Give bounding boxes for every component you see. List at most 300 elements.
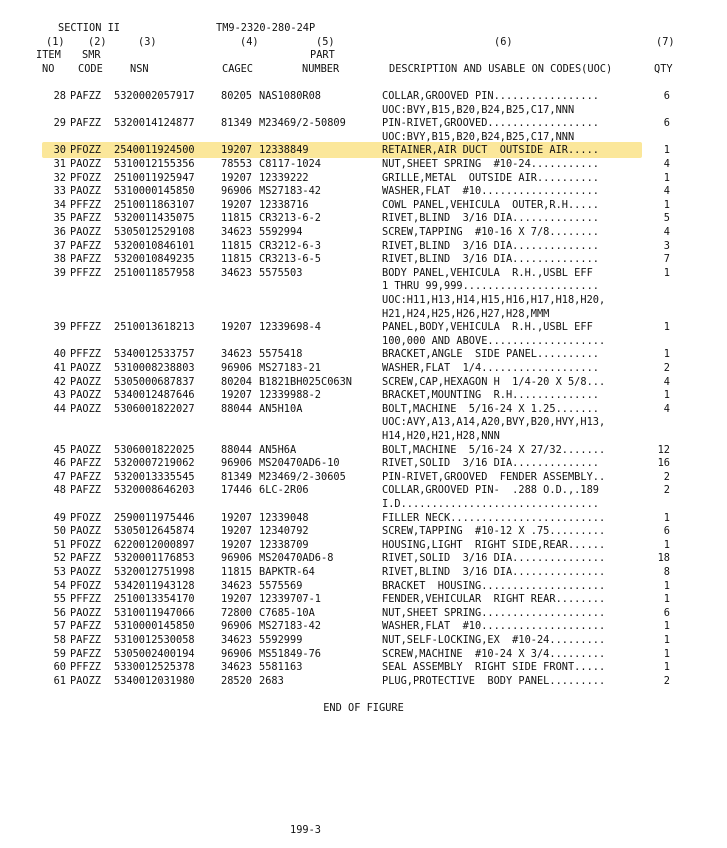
qty: 1 <box>663 620 670 633</box>
smr-code: PAOZZ <box>70 443 101 456</box>
cagec: 34623 <box>221 661 252 674</box>
table-row <box>0 362 727 376</box>
smr-code: PAFZZ <box>70 457 101 470</box>
table-row <box>0 172 727 186</box>
qty: 12 <box>657 443 670 456</box>
part-number: 5592994 <box>259 226 303 238</box>
table-row <box>0 661 727 675</box>
part-number: AN5H6A <box>259 443 297 456</box>
item-no: 48 <box>53 484 66 497</box>
table-row <box>0 593 727 607</box>
table-row <box>0 212 727 226</box>
qty: 6 <box>663 90 670 102</box>
tm-number: TM9-2320-280-24P <box>216 22 316 34</box>
item-no: 59 <box>53 647 66 660</box>
description: RIVET,SOLID 3/16 DIA.............. <box>382 457 599 470</box>
qty: 1 <box>663 579 670 592</box>
table-row <box>0 484 727 498</box>
item-no: 53 <box>53 566 66 578</box>
part-number: 6LC-2R06 <box>259 484 309 497</box>
description: SCREW,CAP,HEXAGON H 1/4-20 X 5/8... <box>382 375 606 388</box>
col-num-1: (1) <box>46 36 65 48</box>
item-no: 40 <box>53 348 66 361</box>
smr-code: PFOZZ <box>70 171 101 184</box>
part-number: MS20470AD6-8 <box>259 552 334 565</box>
description: RETAINER,AIR DUCT OUTSIDE AIR..... <box>382 144 599 157</box>
section-label: SECTION II <box>58 22 120 34</box>
part-number: 5592999 <box>259 634 303 646</box>
description: FILLER NECK......................... <box>382 511 606 524</box>
item-no: 43 <box>53 389 66 402</box>
smr-code: PFFZZ <box>70 593 101 606</box>
table-row <box>0 525 727 539</box>
part-number: CR3213-6-5 <box>259 253 321 266</box>
qty: 2 <box>663 484 670 497</box>
table-row <box>0 376 727 390</box>
description-continuation: UOC:BVY,B15,B20,B24,B25,C17,NNN <box>382 103 575 116</box>
nsn: 5320001176853 <box>114 552 195 565</box>
item-no: 44 <box>53 402 66 415</box>
nsn: 5342011943128 <box>114 579 195 592</box>
nsn: 5310012155356 <box>114 158 195 170</box>
description-continuation: UOC:BVY,B15,B20,B24,B25,C17,NNN <box>382 130 575 143</box>
col-num-3: (3) <box>138 36 157 48</box>
table-row <box>0 457 727 471</box>
smr-code: PAFZZ <box>70 552 101 565</box>
description-continuation: 100,000 AND ABOVE................... <box>382 334 606 347</box>
cagec: 96906 <box>221 457 252 470</box>
table-row <box>0 539 727 553</box>
part-number: AN5H10A <box>259 402 303 415</box>
nsn: 5340012487646 <box>114 389 195 402</box>
description: BODY PANEL,VEHICULA R.H.,USBL EFF <box>382 266 593 279</box>
cagec: 34623 <box>221 348 252 361</box>
qty: 1 <box>663 593 670 606</box>
smr-code: PAOZZ <box>70 185 101 198</box>
description: RIVET,BLIND 3/16 DIA.............. <box>382 253 599 266</box>
smr-code: PFOZZ <box>70 144 101 157</box>
qty: 18 <box>657 552 670 565</box>
part-number: CR3212-6-3 <box>259 239 321 252</box>
table-row <box>0 267 727 281</box>
smr-code: PAFZZ <box>70 647 101 660</box>
table-row <box>0 648 727 662</box>
nsn: 5330012525378 <box>114 661 195 674</box>
table-row <box>0 240 727 254</box>
description: RIVET,BLIND 3/16 DIA............... <box>382 566 606 578</box>
cagec: 88044 <box>221 443 252 456</box>
smr-code: PFFZZ <box>70 321 101 334</box>
item-no: 56 <box>53 606 66 619</box>
description: WASHER,FLAT 1/4................... <box>382 362 599 374</box>
smr-code: PAFZZ <box>70 117 101 130</box>
part-number: MS27183-42 <box>259 620 321 633</box>
nsn: 5320011435075 <box>114 212 195 225</box>
smr-code: PFFZZ <box>70 198 101 211</box>
description: RIVET,BLIND 3/16 DIA.............. <box>382 212 599 225</box>
part-number: 12339048 <box>259 511 309 524</box>
col-num-2: (2) <box>88 36 107 48</box>
nsn: 2510011857958 <box>114 266 195 279</box>
table-row <box>0 403 727 417</box>
nsn: 2510013354170 <box>114 593 195 606</box>
description: SCREW,TAPPING #10-16 X 7/8........ <box>382 226 599 238</box>
part-number: 12338849 <box>259 144 309 157</box>
table-row <box>0 634 727 648</box>
cagec: 19207 <box>221 538 252 551</box>
description: NUT,SELF-LOCKING,EX #10-24......... <box>382 634 606 646</box>
nsn: 5306001822025 <box>114 443 195 456</box>
item-no: 41 <box>53 362 66 374</box>
cagec: 96906 <box>221 362 252 374</box>
smr-code: PAOZZ <box>70 375 101 388</box>
item-no: 34 <box>53 198 66 211</box>
table-row <box>0 620 727 634</box>
part-number: MS51849-76 <box>259 647 321 660</box>
qty: 1 <box>663 538 670 551</box>
smr-code: PAOZZ <box>70 226 101 238</box>
description: PLUG,PROTECTIVE BODY PANEL......... <box>382 674 606 687</box>
smr-code: PFOZZ <box>70 538 101 551</box>
nsn: 5340012533757 <box>114 348 195 361</box>
cagec: 96906 <box>221 620 252 633</box>
cagec: 11815 <box>221 253 252 266</box>
nsn: 5310012530058 <box>114 634 195 646</box>
item-no: 37 <box>53 239 66 252</box>
smr-code: PAFZZ <box>70 634 101 646</box>
qty: 1 <box>663 321 670 334</box>
smr-code: PAFZZ <box>70 212 101 225</box>
item-no: 50 <box>53 525 66 538</box>
item-no: 47 <box>53 470 66 483</box>
table-row <box>0 144 727 158</box>
qty: 1 <box>663 198 670 211</box>
nsn: 5320014124877 <box>114 117 195 130</box>
cagec: 81349 <box>221 470 252 483</box>
item-no: 33 <box>53 185 66 198</box>
cagec: 88044 <box>221 402 252 415</box>
part-number: C8117-1024 <box>259 158 321 170</box>
qty: 4 <box>663 402 670 415</box>
qty: 1 <box>663 647 670 660</box>
part-number: 5575418 <box>259 348 303 361</box>
description: COWL PANEL,VEHICULA OUTER,R.H..... <box>382 198 599 211</box>
smr-code: PAFZZ <box>70 90 101 102</box>
description: PANEL,BODY,VEHICULA R.H.,USBL EFF <box>382 321 593 334</box>
col-head-number: NUMBER <box>302 63 340 75</box>
part-number: NAS1080R08 <box>259 90 321 102</box>
description: BRACKET HOUSING.................... <box>382 579 606 592</box>
description: SCREW,MACHINE #10-24 X 3/4......... <box>382 647 606 660</box>
item-no: 51 <box>53 538 66 551</box>
qty: 2 <box>663 362 670 374</box>
table-row <box>0 552 727 566</box>
cagec: 34623 <box>221 579 252 592</box>
item-no: 61 <box>53 674 66 687</box>
col-head-description: DESCRIPTION AND USABLE ON CODES(UOC) <box>389 63 613 75</box>
qty: 2 <box>663 674 670 687</box>
nsn: 5305012645874 <box>114 525 195 538</box>
part-number: MS20470AD6-10 <box>259 457 340 470</box>
table-row <box>0 185 727 199</box>
cagec: 19207 <box>221 389 252 402</box>
cagec: 96906 <box>221 552 252 565</box>
nsn: 2540011924500 <box>114 144 195 157</box>
description: FENDER,VEHICULAR RIGHT REAR........ <box>382 593 606 606</box>
smr-code: PAOZZ <box>70 362 101 374</box>
cagec: 19207 <box>221 525 252 538</box>
item-no: 30 <box>53 144 66 157</box>
part-number: B1821BH025C063N <box>259 375 352 388</box>
description: SEAL ASSEMBLY RIGHT SIDE FRONT..... <box>382 661 606 674</box>
smr-code: PAFZZ <box>70 620 101 633</box>
cagec: 34623 <box>221 226 252 238</box>
smr-code: PFFZZ <box>70 348 101 361</box>
cagec: 80205 <box>221 90 252 102</box>
item-no: 60 <box>53 661 66 674</box>
description: PIN-RIVET,GROOVED FENDER ASSEMBLY.. <box>382 470 606 483</box>
part-number: MS27183-21 <box>259 362 321 374</box>
col-num-4: (4) <box>240 36 259 48</box>
part-number: 12339222 <box>259 171 309 184</box>
smr-code: PAOZZ <box>70 158 101 170</box>
cagec: 19207 <box>221 198 252 211</box>
table-row <box>0 117 727 131</box>
item-no: 52 <box>53 552 66 565</box>
qty: 6 <box>663 606 670 619</box>
description: RIVET,SOLID 3/16 DIA............... <box>382 552 606 565</box>
smr-code: PFFZZ <box>70 661 101 674</box>
qty: 16 <box>657 457 670 470</box>
smr-code: PAOZZ <box>70 566 101 578</box>
table-row <box>0 471 727 485</box>
table-row <box>0 389 727 403</box>
smr-code: PAFZZ <box>70 239 101 252</box>
col-head-no: NO <box>42 63 55 75</box>
smr-code: PAOZZ <box>70 606 101 619</box>
nsn: 5305002400194 <box>114 647 195 660</box>
description: GRILLE,METAL OUTSIDE AIR.......... <box>382 171 599 184</box>
table-row <box>0 512 727 526</box>
qty: 1 <box>663 661 670 674</box>
cagec: 80204 <box>221 375 252 388</box>
nsn: 5320012751998 <box>114 566 195 578</box>
cagec: 81349 <box>221 117 252 130</box>
smr-code: PFOZZ <box>70 511 101 524</box>
part-number: 12340792 <box>259 525 309 538</box>
nsn: 2590011975446 <box>114 511 195 524</box>
part-number: 2683 <box>259 674 284 687</box>
item-no: 29 <box>53 117 66 130</box>
qty: 4 <box>663 375 670 388</box>
qty: 1 <box>663 144 670 157</box>
item-no: 54 <box>53 579 66 592</box>
cagec: 34623 <box>221 266 252 279</box>
col-num-6: (6) <box>494 36 513 48</box>
smr-code: PAOZZ <box>70 674 101 687</box>
description: WASHER,FLAT #10.................... <box>382 620 606 633</box>
col-head-qty: QTY <box>654 63 673 75</box>
table-row <box>0 321 727 335</box>
part-number: 12338709 <box>259 538 309 551</box>
qty: 4 <box>663 226 670 238</box>
cagec: 72800 <box>221 606 252 619</box>
nsn: 5305000687837 <box>114 375 195 388</box>
table-row <box>0 444 727 458</box>
description: SCREW,TAPPING #10-12 X .75......... <box>382 525 606 538</box>
description: WASHER,FLAT #10................... <box>382 185 599 198</box>
table-row <box>0 253 727 267</box>
description-continuation: H14,H20,H21,H28,NNN <box>382 430 500 442</box>
item-no: 49 <box>53 511 66 524</box>
nsn: 5310000145850 <box>114 185 195 198</box>
col-head-part: PART <box>310 49 335 61</box>
table-row <box>0 158 727 172</box>
nsn: 6220012000897 <box>114 538 195 551</box>
item-no: 57 <box>53 620 66 633</box>
qty: 1 <box>663 348 670 361</box>
part-number: M23469/2-30605 <box>259 470 346 483</box>
description: COLLAR,GROOVED PIN................. <box>382 90 599 102</box>
cagec: 19207 <box>221 511 252 524</box>
cagec: 28520 <box>221 674 252 687</box>
nsn: 5305012529108 <box>114 226 195 238</box>
description-continuation: H21,H24,H25,H26,H27,H28,MMM <box>382 307 550 320</box>
qty: 6 <box>663 117 670 130</box>
item-no: 31 <box>53 158 66 170</box>
description: NUT,SHEET SPRING #10-24........... <box>382 158 599 170</box>
smr-code: PAOZZ <box>70 525 101 538</box>
cagec: 11815 <box>221 566 252 578</box>
part-number: 5575503 <box>259 266 303 279</box>
cagec: 19207 <box>221 593 252 606</box>
col-head-nsn: NSN <box>130 63 149 75</box>
nsn: 5320002057917 <box>114 90 195 102</box>
part-number: 5575569 <box>259 579 303 592</box>
qty: 1 <box>663 266 670 279</box>
nsn: 5306001822027 <box>114 402 195 415</box>
description: BOLT,MACHINE 5/16-24 X 27/32....... <box>382 443 606 456</box>
cagec: 11815 <box>221 239 252 252</box>
end-of-figure: END OF FIGURE <box>323 702 404 714</box>
qty: 2 <box>663 470 670 483</box>
table-row <box>0 580 727 594</box>
description-continuation: I.D................................ <box>382 498 599 510</box>
description-continuation: UOC:H11,H13,H14,H15,H16,H17,H18,H20, <box>382 294 606 306</box>
part-number: 12339698-4 <box>259 321 321 334</box>
description: BRACKET,MOUNTING R.H.............. <box>382 389 599 402</box>
cagec: 11815 <box>221 212 252 225</box>
item-no: 42 <box>53 375 66 388</box>
description-continuation: UOC:AVY,A13,A14,A20,BVY,B20,HVY,H13, <box>382 416 606 429</box>
col-head-cagec: CAGEC <box>222 63 253 75</box>
smr-code: PAFZZ <box>70 470 101 483</box>
smr-code: PAFZZ <box>70 253 101 266</box>
col-head-smr: SMR <box>82 49 101 61</box>
description: HOUSING,LIGHT RIGHT SIDE,REAR...... <box>382 538 606 551</box>
description: NUT,SHEET SPRING.................... <box>382 606 606 619</box>
col-num-7: (7) <box>656 36 675 48</box>
item-no: 55 <box>53 593 66 606</box>
nsn: 5310000145850 <box>114 620 195 633</box>
part-number: 12339988-2 <box>259 389 321 402</box>
col-head-code: CODE <box>78 63 103 75</box>
description: RIVET,BLIND 3/16 DIA.............. <box>382 239 599 252</box>
table-row <box>0 90 727 104</box>
description: COLLAR,GROOVED PIN- .288 O.D.,.189 <box>382 484 599 497</box>
qty: 1 <box>663 634 670 646</box>
part-number: M23469/2-50809 <box>259 117 346 130</box>
part-number: CR3213-6-2 <box>259 212 321 225</box>
description: BRACKET,ANGLE SIDE PANEL.......... <box>382 348 599 361</box>
table-row <box>0 226 727 240</box>
nsn: 5340012031980 <box>114 674 195 687</box>
smr-code: PFOZZ <box>70 579 101 592</box>
item-no: 28 <box>53 90 66 102</box>
cagec: 96906 <box>221 185 252 198</box>
cagec: 34623 <box>221 634 252 646</box>
smr-code: PAFZZ <box>70 484 101 497</box>
table-row <box>0 348 727 362</box>
nsn: 5320008646203 <box>114 484 195 497</box>
part-number: 12338716 <box>259 198 309 211</box>
part-number: 5581163 <box>259 661 303 674</box>
table-row <box>0 607 727 621</box>
part-number: 12339707-1 <box>259 593 321 606</box>
description: BOLT,MACHINE 5/16-24 X 1.25....... <box>382 402 599 415</box>
cagec: 19207 <box>221 144 252 157</box>
cagec: 19207 <box>221 171 252 184</box>
item-no: 35 <box>53 212 66 225</box>
cagec: 17446 <box>221 484 252 497</box>
item-no: 36 <box>53 226 66 238</box>
qty: 6 <box>663 525 670 538</box>
qty: 8 <box>663 566 670 578</box>
description-continuation: 1 THRU 99,999...................... <box>382 280 599 293</box>
nsn: 5310008238803 <box>114 362 195 374</box>
part-number: C7685-10A <box>259 606 315 619</box>
table-row <box>0 199 727 213</box>
qty: 1 <box>663 171 670 184</box>
qty: 1 <box>663 389 670 402</box>
qty: 7 <box>663 253 670 266</box>
item-no: 32 <box>53 171 66 184</box>
nsn: 5320010849235 <box>114 253 195 266</box>
part-number: BAPKTR-64 <box>259 566 315 578</box>
smr-code: PAOZZ <box>70 402 101 415</box>
item-no: 38 <box>53 253 66 266</box>
nsn: 5320007219062 <box>114 457 195 470</box>
nsn: 5320010846101 <box>114 239 195 252</box>
nsn: 2510011925947 <box>114 171 195 184</box>
cagec: 78553 <box>221 158 252 170</box>
item-no: 45 <box>53 443 66 456</box>
part-number: MS27183-42 <box>259 185 321 198</box>
qty: 4 <box>663 158 670 170</box>
qty: 3 <box>663 239 670 252</box>
table-row <box>0 675 727 689</box>
nsn: 5320013335545 <box>114 470 195 483</box>
description: PIN-RIVET,GROOVED.................. <box>382 117 599 130</box>
col-num-5: (5) <box>316 36 335 48</box>
qty: 5 <box>663 212 670 225</box>
table-row <box>0 566 727 580</box>
col-head-item: ITEM <box>36 49 61 61</box>
item-no: 46 <box>53 457 66 470</box>
cagec: 96906 <box>221 647 252 660</box>
item-no: 39 <box>53 266 66 279</box>
item-no: 39 <box>53 321 66 334</box>
